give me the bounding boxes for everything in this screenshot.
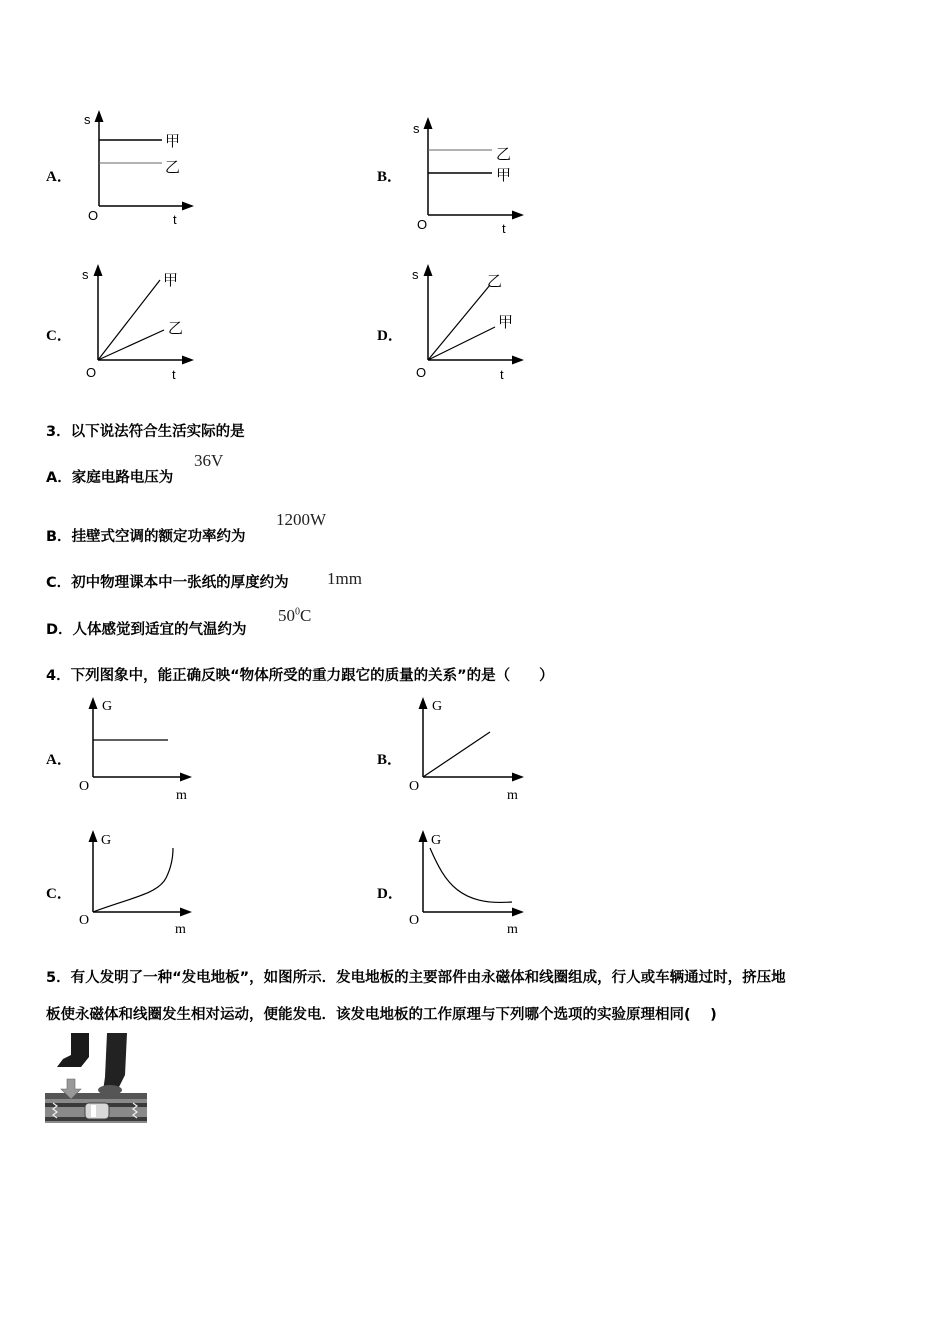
axis-x-label: m [175,922,186,937]
axis-y-label: s [84,112,91,127]
q4-stem: 4．下列图象中，能正确反映“物体所受的重力跟它的质量的关系”的是（ ） [46,668,554,684]
option-label: C． [46,575,72,591]
q4-graph-c [70,828,200,942]
axis-x-label: m [176,788,187,803]
q3-option-d-value [278,606,311,626]
value-superscript: 0 [295,606,300,618]
power-floor-illustration [45,1033,147,1129]
axis-y-label: G [102,699,113,714]
line-label-yi: 乙 [496,145,512,163]
q4-option-d-label: D． [377,886,403,902]
origin-label: O [79,913,90,928]
origin-label: O [88,208,99,223]
q2-graph-b [410,115,530,239]
q5-text-line1: 5．有人发明了一种“发电地板”，如图所示．发电地板的主要部件由永磁体和线圈组成，行人或车辆通过时，挤压地 [46,970,786,986]
q4-graph-a [70,695,200,809]
value-unit: C [300,606,312,625]
q2-option-b-label: B． [377,169,403,185]
option-label: A． [46,470,72,486]
line-label-jia: 甲 [496,166,512,184]
q3-option-a-value: 36V [194,451,224,470]
q5-text-line2: 板使永磁体和线圈发生相对运动，便能发电．该发电地板的工作原理与下列哪个选项的实验原理相同( ) [46,1007,717,1023]
q3-option-b [46,525,246,546]
q4-option-b-label: B． [377,752,403,768]
q2-option-c-label: C． [46,328,72,344]
line-label-jia: 甲 [498,313,514,331]
line-label-yi: 乙 [165,158,181,176]
q4-option-a-label: A． [46,752,72,768]
line-label-yi: 乙 [487,272,503,290]
axis-y-label: G [101,833,112,848]
q4-graph-d [400,828,530,942]
line-label-jia: 甲 [163,271,179,289]
origin-label: O [409,913,420,928]
q3-option-b-value: 1200W [276,510,327,529]
q3-stem: 3．以下说法符合生活实际的是 [46,424,245,440]
line-label-jia: 甲 [165,132,181,150]
axis-y-label: s [412,267,419,282]
axis-y-label: s [413,121,420,136]
option-text: 家庭电路电压为 [71,470,174,486]
value-number: 50 [278,606,295,625]
line-label-yi: 乙 [168,319,184,337]
q3-option-d [46,618,247,639]
option-text: 挂壁式空调的额定功率约为 [71,529,246,545]
axis-x-label: t [502,221,506,236]
axis-y-label: G [432,699,443,714]
axis-x-label: m [507,922,518,937]
origin-label: O [409,779,420,794]
option-text: 人体感觉到适宜的气温约为 [72,622,247,638]
axis-x-label: t [172,367,176,382]
option-label: D． [46,622,73,638]
axis-y-label: s [82,267,89,282]
origin-label: O [416,365,427,380]
axis-x-label: m [507,788,518,803]
axis-x-label: t [173,212,177,227]
option-text: 初中物理课本中一张纸的厚度约为 [71,575,289,591]
origin-label: O [417,217,428,232]
origin-label: O [86,365,97,380]
q3-option-c-value: 1mm [327,569,362,588]
q2-option-a-label: A． [46,169,72,185]
origin-label: O [79,779,90,794]
axis-x-label: t [500,367,504,382]
q2-graph-a [80,110,200,234]
q2-graph-d [410,265,530,389]
q2-graph-c [80,265,200,389]
axis-y-label: G [431,833,442,848]
option-label: B． [46,529,72,545]
q4-graph-b [400,695,530,809]
q2-option-d-label: D． [377,328,403,344]
q3-option-a [46,466,173,487]
q4-option-c-label: C． [46,886,72,902]
q3-option-c [46,571,289,592]
